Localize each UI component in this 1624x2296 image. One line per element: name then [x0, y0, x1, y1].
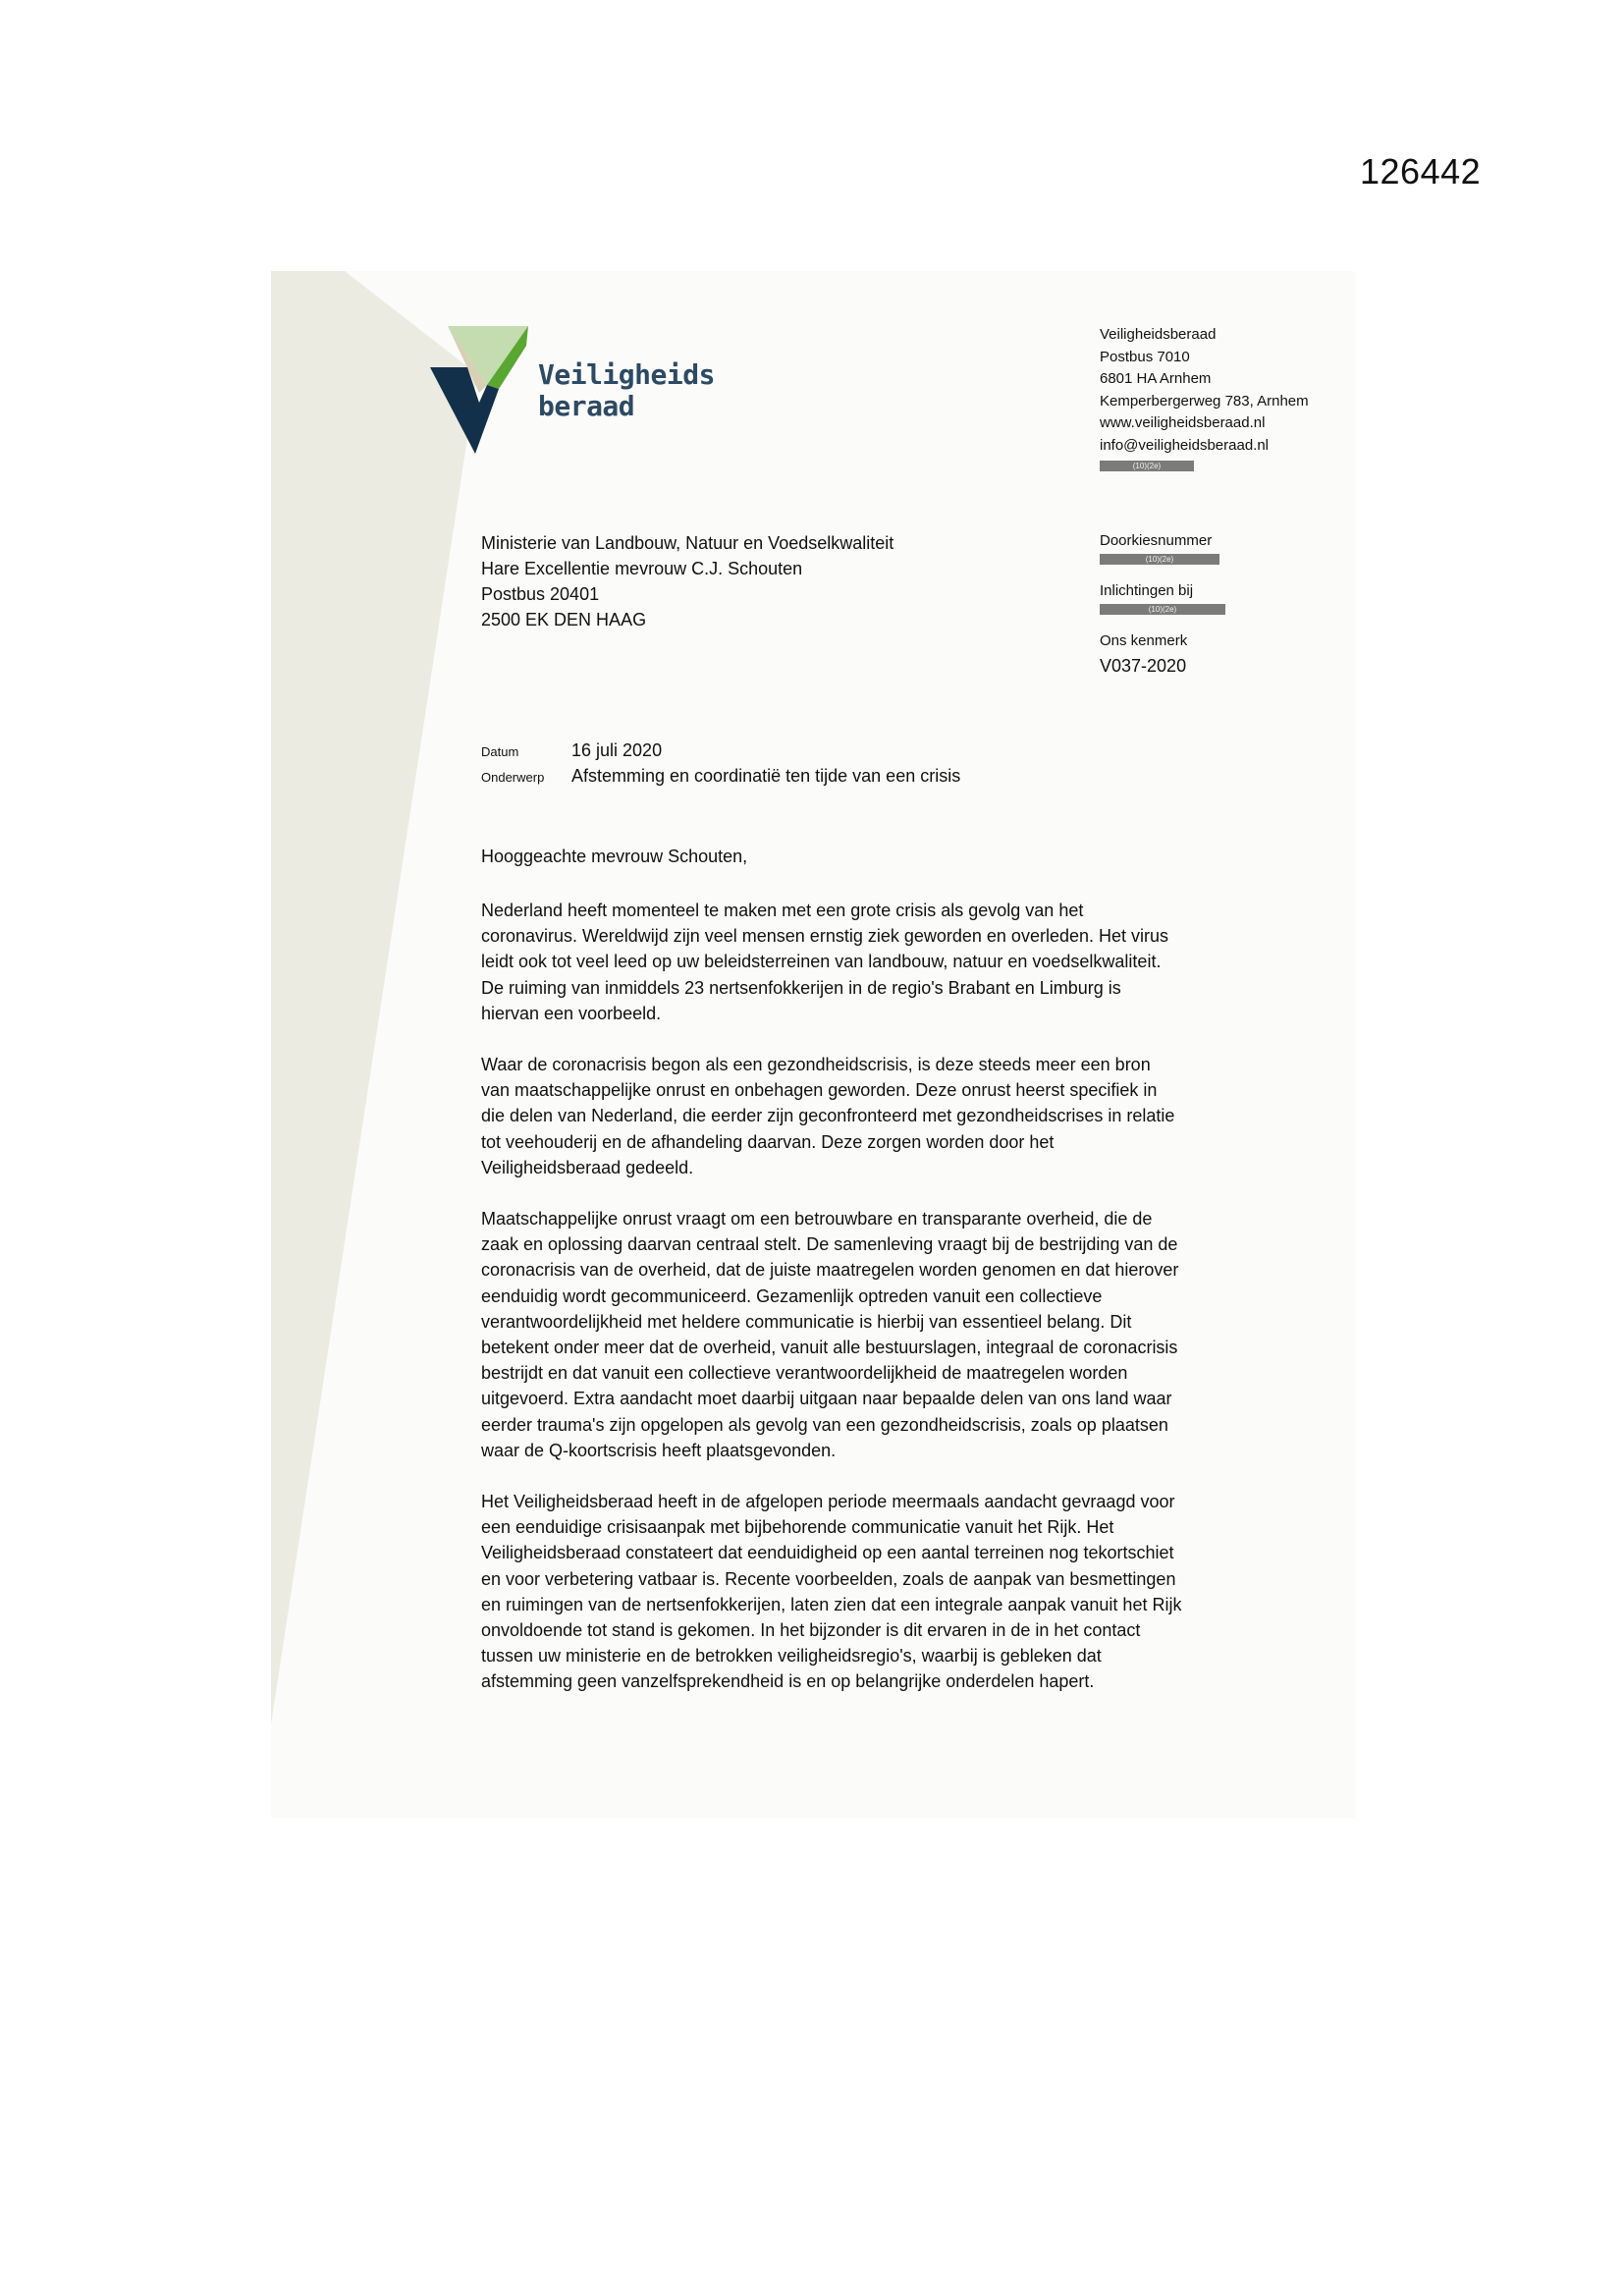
sender-postbus: Postbus 7010: [1100, 348, 1190, 365]
date-row: [481, 740, 960, 766]
logo-line-2: beraad: [538, 390, 635, 422]
sender-visit-address: Kemperbergerweg 783, Arnhem: [1100, 392, 1309, 410]
text-line: Veiligheidsberaad constateert dat eenduidigheid op een aantal terreinen nog tekortschiet: [481, 1543, 1174, 1563]
redaction-bar: (10)(2e): [1100, 554, 1219, 565]
text-line: waar de Q-koortscrisis heeft plaatsgevonden.: [481, 1440, 837, 1460]
letter-body: [481, 898, 1218, 1721]
sender-address: [1100, 324, 1309, 471]
text-line: hiervan een voorbeeld.: [481, 1003, 662, 1023]
text-line: van maatschappelijke onrust en onbehagen geworden. Deze onrust heerst specifiek in: [481, 1080, 1158, 1101]
text-line: Het Veiligheidsberaad heeft in de afgelopen periode meermaals aandacht gevraagd voor: [481, 1492, 1175, 1512]
text-line: eenduidig wordt gecommuniceerd. Gezamenlijk optreden vanuit een collectieve: [481, 1285, 1103, 1306]
text-line: Nederland heeft momenteel te maken met een grote crisis als gevolg van het: [481, 901, 1084, 920]
text-line: afstemming geen vanzelfsprekendheid is en op belangrijke onderdelen hapert.: [481, 1671, 1095, 1692]
paragraph-4: [481, 1489, 1218, 1695]
text-line: verantwoordelijkheid met heldere communicatie is hierbij van essentieel belang. Dit: [481, 1311, 1132, 1332]
sender-email[interactable]: info@veiligheidsberaad.nl: [1100, 436, 1270, 454]
date-label: Datum: [481, 744, 519, 759]
text-line: Maatschappelijke onrust vraagt om een betrouwbare en transparante overheid, die de: [481, 1209, 1153, 1230]
text-line: betekent onder meer dat de overheid, vanuit alle bestuurslagen, integraal de coronacrisis: [481, 1338, 1178, 1358]
text-line: en voor verbetering vatbaar is. Recente voorbeelden, zoals de aanpak van besmettingen: [481, 1568, 1176, 1589]
kenmerk-label: Ons kenmerk: [1100, 632, 1188, 649]
doorkiesnummer-label: Doorkiesnummer: [1100, 532, 1213, 549]
text-line: Waar de coronacrisis begon als een gezondheidscrisis, is deze steeds meer een bron: [481, 1055, 1151, 1075]
recipient-line: Postbus 20401: [481, 584, 600, 604]
text-line: onvoldoende tot stand is gekomen. In het bijzonder is dit ervaren in de in het contact: [481, 1620, 1141, 1641]
salutation: Hooggeachte mevrouw Schouten,: [481, 847, 748, 866]
subject-row: [481, 766, 960, 792]
logo-line-1: Veiligheids: [538, 358, 715, 391]
recipient-line: Ministerie van Landbouw, Natuur en Voedselkwaliteit: [481, 533, 894, 553]
text-line: tot veehouderij en de afhandeling daarvan. Deze zorgen worden door het: [481, 1131, 1055, 1152]
redaction-bar: (10)(2e): [1100, 461, 1194, 471]
recipient-address: [481, 530, 893, 632]
text-line: bestrijdt en dat vanuit een collectieve verantwoordelijkheid de maatregelen worden: [481, 1363, 1128, 1384]
subject-value: Afstemming en coordinatië ten tijde van een crisis: [571, 766, 961, 786]
paragraph-3: [481, 1206, 1218, 1463]
text-line: coronacrisis van de overheid, dat de juiste maatregelen worden genomen en dat hierover: [481, 1260, 1179, 1281]
date-value: 16 juli 2020: [571, 740, 663, 760]
text-line: Veiligheidsberaad gedeeld.: [481, 1157, 694, 1177]
recipient-line: 2500 EK DEN HAAG: [481, 610, 647, 629]
paragraph-2: [481, 1052, 1218, 1180]
inlichtingen-label: Inlichtingen bij: [1100, 582, 1194, 599]
text-line: De ruiming van inmiddels 23 nertsenfokkerijen in de regio's Brabant en Limburg is: [481, 977, 1121, 998]
sender-name: Veiligheidsberaad: [1100, 326, 1217, 343]
decorative-wedge: [271, 271, 507, 1724]
veiligheidsberaad-logo-icon: [430, 324, 538, 454]
text-line: tussen uw ministerie en de betrokken veiligheidsregio's, waarbij is gebleken dat: [481, 1646, 1102, 1667]
text-line: die delen van Nederland, die eerder zijn geconfronteerd met gezondheidscrises in relatie: [481, 1106, 1175, 1126]
text-line: eerder trauma's zijn opgelopen als gevolg van een gezondheidscrisis, zoals op plaatsen: [481, 1414, 1168, 1435]
text-line: uitgevoerd. Extra aandacht moet daarbij uitgaan naar bepaalde delen van ons land waar: [481, 1389, 1172, 1409]
redaction-bar: (10)(2e): [1100, 604, 1225, 615]
logo-wordmark: [538, 359, 715, 422]
text-line: leidt ook tot veel leed op uw beleidsterreinen van landbouw, natuur en voedselkwaliteit.: [481, 952, 1162, 972]
recipient-line: Hare Excellentie mevrouw C.J. Schouten: [481, 559, 803, 578]
date-subject-block: [481, 740, 960, 792]
sender-website[interactable]: www.veiligheidsberaad.nl: [1100, 414, 1266, 431]
kenmerk-value: V037-2020: [1100, 656, 1187, 676]
subject-label: Onderwerp: [481, 770, 545, 785]
paragraph-1: [481, 898, 1218, 1026]
text-line: een eenduidige crisisaanpak met bijbehorende communicatie vanuit het Rijk. Het: [481, 1517, 1114, 1538]
document-number: 126442: [1360, 151, 1482, 191]
text-line: zaak en oplossing daarvan centraal stelt. De samenleving vraagt bij de bestrijding van de: [481, 1234, 1178, 1255]
reference-block: [1100, 530, 1225, 680]
text-line: coronavirus. Wereldwijd zijn veel mensen ernstig ziek geworden en overleden. Het virus: [481, 926, 1169, 947]
sender-postcode-city: 6801 HA Arnhem: [1100, 370, 1212, 387]
text-line: en ruimingen van de nertsenfokkerijen, laten zien dat een integrale aanpak vanuit het Rijk: [481, 1594, 1182, 1614]
